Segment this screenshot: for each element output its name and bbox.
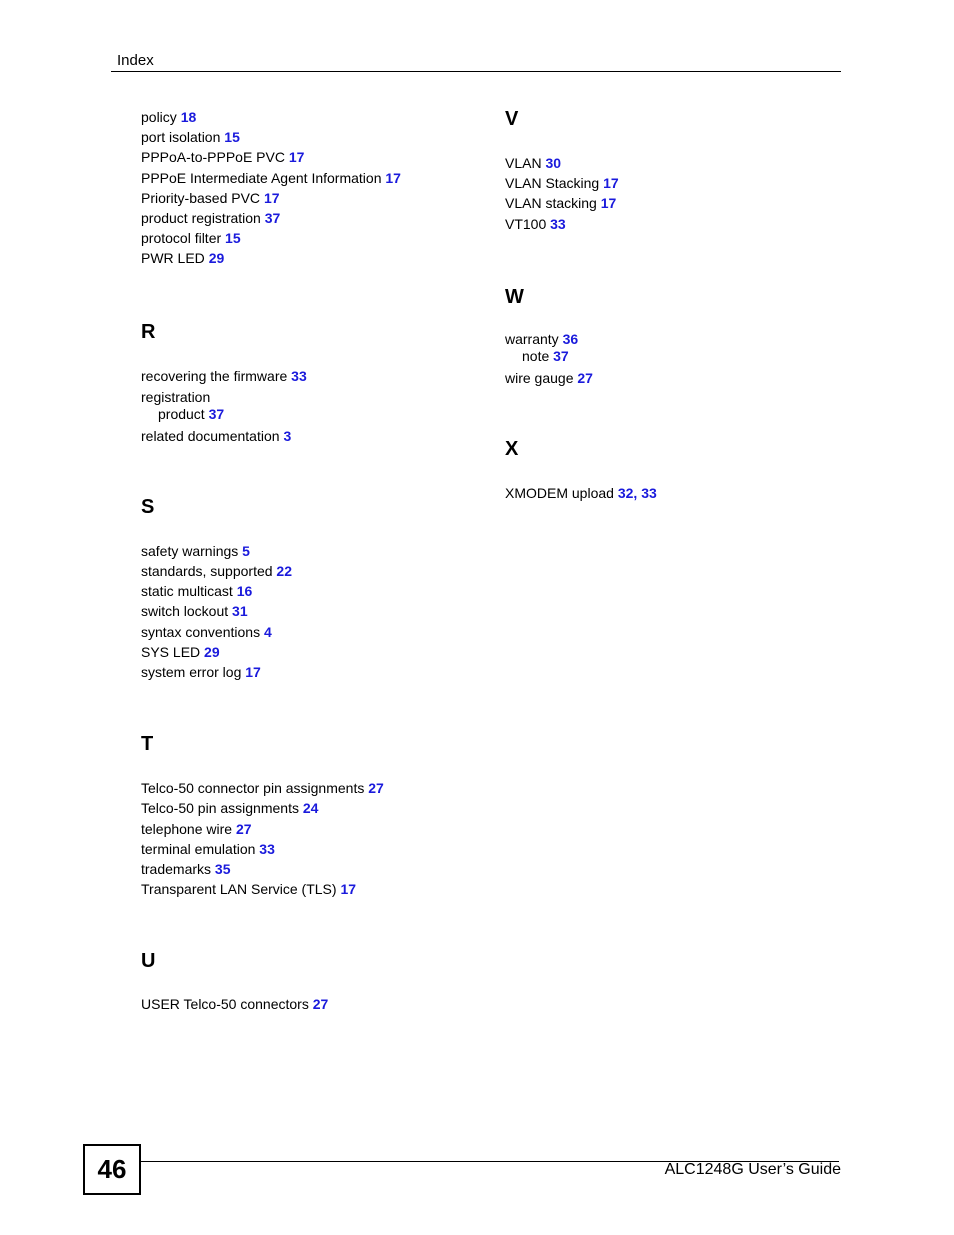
index-entry [141, 662, 491, 682]
index-entry [141, 642, 491, 662]
page-link[interactable]: 22 [276, 563, 292, 580]
index-entry [141, 107, 491, 127]
index-entry [141, 541, 491, 561]
index-term: product [158, 405, 205, 422]
index-letter-heading: W [505, 285, 524, 308]
index-term: port isolation [141, 129, 221, 146]
page-link[interactable]: 33 [259, 840, 275, 857]
index-column-left [141, 107, 491, 1015]
index-subentry [141, 406, 491, 423]
index-entry [505, 173, 845, 193]
index-entry [505, 331, 845, 348]
index-term: VLAN [505, 155, 542, 171]
index-term: standards, supported [141, 563, 273, 580]
index-entry [505, 368, 845, 388]
index-term: USER Telco-50 connectors [141, 996, 309, 1013]
index-term: warranty [505, 330, 559, 347]
index-entry [141, 581, 491, 601]
index-term: telephone wire [141, 820, 233, 837]
index-entry [505, 483, 845, 503]
index-term: Telco-50 pin assignments [141, 800, 299, 817]
index-entry [141, 147, 491, 167]
index-entry [141, 208, 491, 228]
page-link[interactable]: 27 [577, 369, 593, 386]
index-term: VLAN Stacking [505, 175, 600, 192]
index-letter-heading: R [141, 320, 156, 343]
page-link[interactable]: 33 [291, 367, 307, 384]
index-term: Transparent LAN Service (TLS) [141, 881, 337, 898]
index-entry [141, 389, 491, 406]
index-letter-heading: S [141, 495, 155, 518]
page-link[interactable]: 17 [288, 149, 305, 166]
index-term: PPPoE Intermediate Agent Information [141, 169, 382, 186]
index-entry [141, 859, 491, 879]
page-link[interactable]: 17 [385, 169, 401, 186]
index-column-right [505, 107, 845, 503]
index-entry [505, 214, 845, 234]
index-entry [141, 248, 491, 268]
page-link[interactable]: 29 [204, 643, 220, 660]
index-term: static multicast [141, 583, 233, 600]
page-link[interactable]: 30 [545, 155, 562, 171]
page-link[interactable]: 27 [312, 996, 329, 1013]
page-separator: , [633, 484, 638, 501]
page-link[interactable]: 17 [245, 664, 261, 680]
page-link[interactable]: 18 [180, 109, 197, 125]
index-term: protocol filter [141, 230, 222, 247]
index-entry [141, 798, 491, 818]
index-term: VLAN stacking [505, 195, 597, 212]
index-entry [141, 168, 491, 188]
index-term: trademarks [141, 860, 212, 877]
index-term: registration [141, 388, 211, 405]
index-letter-heading: V [505, 108, 519, 130]
page-link[interactable]: 27 [368, 780, 384, 797]
page-link[interactable]: 16 [236, 583, 253, 600]
index-entry [141, 994, 491, 1014]
page-link[interactable]: 5 [242, 542, 250, 559]
guide-title: ALC1248G User’s Guide [664, 1161, 841, 1178]
index-term: note [522, 347, 550, 364]
page-link[interactable]: 33 [550, 215, 566, 232]
page-link[interactable]: 15 [225, 230, 241, 247]
index-entry [141, 366, 491, 386]
index-entry [141, 426, 491, 446]
index-term: syntax conventions [141, 623, 261, 640]
page-link[interactable]: 15 [224, 129, 240, 146]
index-entry [141, 127, 491, 147]
index-subentry [505, 348, 845, 365]
index-entry [505, 193, 845, 213]
page-link[interactable]: 35 [214, 860, 231, 877]
index-term: SYS LED [141, 643, 201, 660]
index-term: Telco-50 connector pin assignments [141, 780, 365, 797]
header-divider [111, 71, 841, 72]
page-link[interactable]: 37 [264, 209, 281, 226]
page-link[interactable]: 17 [263, 189, 280, 206]
index-entry [141, 622, 491, 642]
page-link[interactable]: 37 [208, 405, 225, 422]
index-entry [141, 228, 491, 248]
page-number-box [83, 1144, 141, 1195]
index-term: terminal emulation [141, 840, 256, 857]
page-link[interactable]: 17 [340, 881, 357, 898]
page-link[interactable]: 24 [302, 800, 319, 817]
page-link[interactable]: 17 [603, 175, 619, 192]
index-term: Priority-based PVC [141, 189, 261, 206]
index-entry [141, 778, 491, 798]
index-entry [141, 879, 491, 899]
index-term: switch lockout [141, 603, 229, 620]
index-entry [141, 188, 491, 208]
page-link[interactable]: 17 [600, 195, 617, 212]
index-term: product registration [141, 209, 261, 226]
page-link[interactable]: 4 [263, 623, 272, 640]
index-letter-heading: X [505, 437, 519, 460]
index-term: safety warnings [141, 542, 239, 559]
running-header: Index [117, 52, 154, 69]
index-entry [141, 601, 491, 621]
page-link[interactable]: 27 [235, 820, 252, 837]
index-entry [505, 153, 845, 173]
page-link[interactable]: 3 [283, 427, 292, 444]
page-number: 46 [97, 1154, 127, 1184]
index-term: PWR LED [141, 250, 205, 267]
page-link[interactable]: 32 [617, 484, 634, 501]
index-entry [141, 561, 491, 581]
index-term: VT100 [505, 215, 547, 232]
index-letter-heading: T [141, 733, 154, 756]
page-link[interactable]: 37 [553, 347, 569, 364]
index-term: XMODEM upload [505, 484, 614, 501]
index-entry [141, 839, 491, 859]
index-term: recovering the firmware [141, 367, 288, 384]
page-link[interactable]: 33 [641, 484, 657, 501]
index-term: PPPoA-to-PPPoE PVC [141, 149, 285, 166]
index-entry [141, 819, 491, 839]
index-letter-heading: U [141, 950, 156, 973]
page-link[interactable]: 31 [232, 603, 248, 620]
page-link[interactable]: 36 [562, 330, 579, 347]
index-term: related documentation [141, 427, 280, 444]
index-term: policy [141, 109, 177, 125]
index-term: wire gauge [505, 369, 574, 386]
index-term: system error log [141, 664, 242, 680]
page-link[interactable]: 29 [208, 250, 225, 267]
